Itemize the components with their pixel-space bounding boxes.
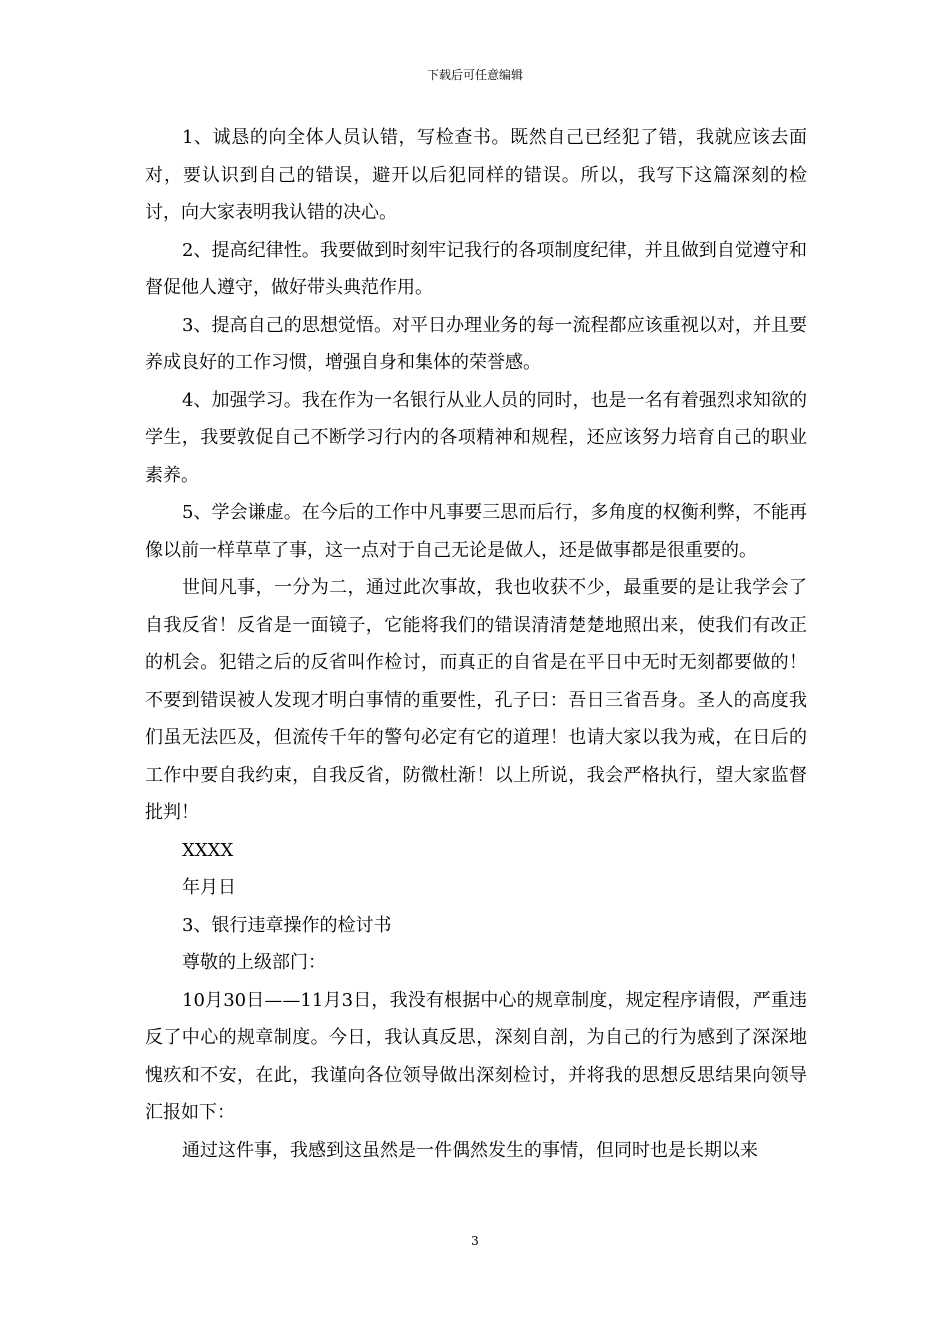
paragraph-item-1: 1、诚恳的向全体人员认错，写检查书。既然自己已经犯了错，我就应该去面对，要认识到自己的错误，避开以后犯同样的错误。所以，我写下这篇深刻的检讨，向大家表明我认错的决心。: [145, 127, 807, 223]
paragraph-item-3: 3、提高自己的思想觉悟。对平日办理业务的每一流程都应该重视以对，并且要养成良好的工作习惯，增强自身和集体的荣誉感。: [145, 314, 807, 373]
document-body: [145, 119, 807, 1169]
paragraph-item-2: 2、提高纪律性。我要做到时刻牢记我行的各项制度纪律，并且做到自觉遵守和督促他人遵守，做好带头典范作用。: [145, 239, 807, 298]
paragraph-continuation: 通过这件事，我感到这虽然是一件偶然发生的事情，但同时也是长期以来: [182, 1139, 758, 1161]
page-number: 3: [471, 1234, 479, 1248]
page-header-note: 下载后可任意编辑: [426, 68, 523, 82]
paragraph-reflection: 世间凡事，一分为二，通过此次事故，我也收获不少，最重要的是让我学会了自我反省！反省是一面镜子，它能将我们的错误清清楚楚地照出来，使我们有改正的机会。犯错之后的反省叫作检讨，而真正的自省是在平日中无时无刻都要做的！不要到错误被人发现才明白事情的重要性，孔子曰：吾日三省吾身。圣人的高度我们虽无法匹及，但流传千年的警句必定有它的道理！也请大家以我为戒，在日后的工作中要自我约束，自我反省，防微杜渐！以上所说，我会严格执行，望大家监督批判！: [145, 577, 807, 823]
paragraph-item-5: 5、学会谦虚。在今后的工作中凡事要三思而后行，多角度的权衡利弊，不能再像以前一样草草了事，这一点对于自己无论是做人，还是做事都是很重要的。: [145, 502, 807, 561]
paragraph-item-4: 4、加强学习。我在作为一名银行从业人员的同时，也是一名有着强烈求知欲的学生，我要敦促自己不断学习行内的各项精神和规程，还应该努力培育自己的职业素养。: [145, 389, 807, 486]
signature-name: XXXX: [182, 839, 234, 861]
salutation: 尊敬的上级部门：: [182, 952, 326, 973]
paragraph-incident: 10月30日——11月3日，我没有根据中心的规章制度，规定程序请假，严重违反了中心的规章制度。今日，我认真反思，深刻自剖，为自己的行为感到了深深地愧疚和不安，在此，我谨向各位领导做出深刻检讨，并将我的思想反思结果向领导汇报如下：: [145, 989, 807, 1123]
section-title: 3、银行违章操作的检讨书: [182, 914, 392, 936]
signature-date: 年月日: [182, 877, 236, 898]
